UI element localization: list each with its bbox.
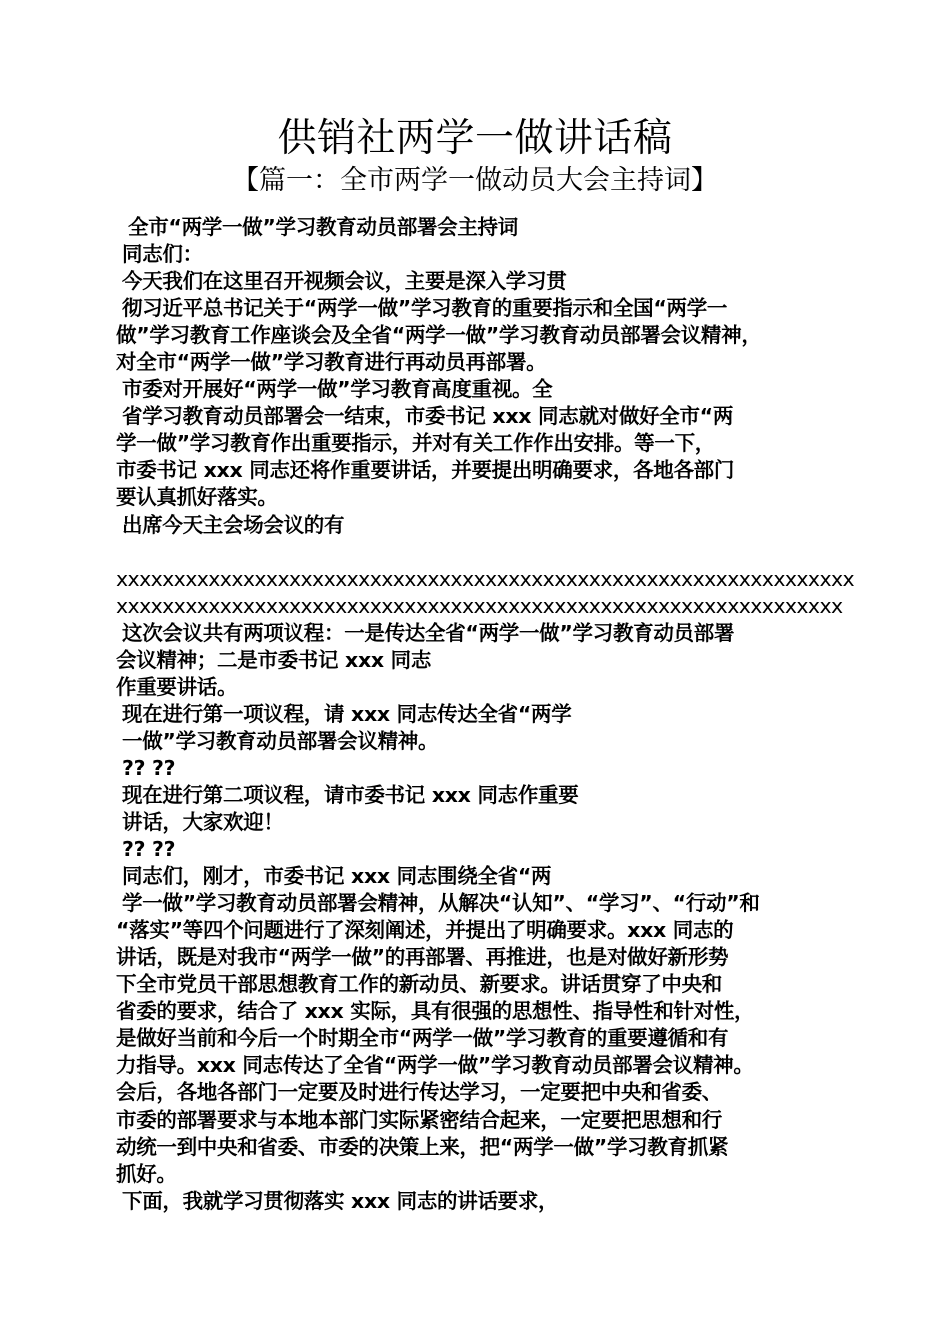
text-line: 会后，各地各部门一定要及时进行传达学习，一定要把中央和省委、 (116, 1080, 722, 1105)
text-line: 彻习近平总书记关于“两学一做”学习教育的重要指示和全国“两学一 (122, 296, 728, 321)
text-line: 会议精神；二是市委书记 xxx 同志 (116, 647, 432, 672)
text-line: 作重要讲话。 (116, 674, 238, 699)
text-line: 要认真抓好落实。 (116, 485, 278, 510)
text-line: ?? ?? (122, 755, 176, 780)
text-line: 做”学习教育工作座谈会及全省“两学一做”学习教育动员部署会议精神， (116, 323, 762, 348)
document-subtitle: 【篇一：全市两学一做动员大会主持词】 (232, 165, 718, 196)
text-line: 动统一到中央和省委、市委的决策上来，把“两学一做”学习教育抓紧 (116, 1134, 729, 1159)
text-line: 抓好。 (116, 1161, 177, 1186)
document-title: 供销社两学一做讲话稿 (277, 116, 673, 161)
text-line: 今天我们在这里召开视频会议，主要是深入学习贯 (122, 269, 567, 294)
text-line: 学一做”学习教育作出重要指示，并对有关工作作出安排。等一下， (116, 431, 715, 456)
text-line: 一做”学习教育动员部署会议精神。 (122, 728, 439, 753)
placeholder-line: xxxxxxxxxxxxxxxxxxxxxxxxxxxxxxxxxxxxxxxxxxxxxxxxxxxxxxxxxxxxxxx (116, 593, 843, 618)
speech-heading: 全市“两学一做”学习教育动员部署会主持词 (128, 215, 518, 239)
text-line: 讲话，大家欢迎！ (122, 809, 284, 834)
text-line: 同志们，刚才，市委书记 xxx 同志围绕全省“两 (122, 864, 552, 889)
text-line: 是做好当前和今后一个时期全市“两学一做”学习教育的重要遵循和有 (116, 1026, 729, 1051)
text-line: 下面，我就学习贯彻落实 xxx 同志的讲话要求， (122, 1188, 559, 1213)
text-line: 力指导。xxx 同志传达了全省“两学一做”学习教育动员部署会议精神。 (116, 1053, 754, 1078)
text-line: 讲话，既是对我市“两学一做”的再部署、再推进，也是对做好新形势 (116, 945, 729, 970)
text-line: 省委的要求，结合了 xxx 实际，具有很强的思想性、指导性和针对性， (116, 999, 755, 1024)
text-line: 现在进行第二项议程，请市委书记 xxx 同志作重要 (122, 782, 579, 807)
text-line: 出席今天主会场会议的有 (122, 512, 345, 537)
text-line: 省学习教育动员部署会一结束，市委书记 xxx 同志就对做好全市“两 (122, 404, 734, 429)
text-line: ?? ?? (122, 837, 176, 862)
text-line: 对全市“两学一做”学习教育进行再动员再部署。 (116, 350, 547, 375)
text-line: 这次会议共有两项议程：一是传达全省“两学一做”学习教育动员部署 (122, 620, 735, 645)
text-line: 学一做”学习教育动员部署会精神，从解决“认知”、“学习”、“行动”和 (122, 891, 760, 916)
text-line: “落实”等四个问题进行了深刻阐述，并提出了明确要求。xxx 同志的 (116, 918, 734, 943)
placeholder-line: xxxxxxxxxxxxxxxxxxxxxxxxxxxxxxxxxxxxxxxxxxxxxxxxxxxxxxxxxxxxxxxx (116, 566, 855, 591)
text-line: 市委的部署要求与本地本部门实际紧密结合起来，一定要把思想和行 (116, 1107, 722, 1132)
text-line: 市委书记 xxx 同志还将作重要讲话，并要提出明确要求，各地各部门 (116, 458, 735, 483)
text-line: 下全市党员干部思想教育工作的新动员、新要求。讲话贯穿了中央和 (116, 972, 722, 997)
text-line: 市委对开展好“两学一做”学习教育高度重视。全 (122, 377, 553, 402)
document-body (116, 214, 855, 1215)
text-line: 现在进行第一项议程，请 xxx 同志传达全省“两学 (122, 701, 572, 726)
text-line: 同志们： (122, 242, 203, 267)
blank-line (116, 539, 844, 566)
